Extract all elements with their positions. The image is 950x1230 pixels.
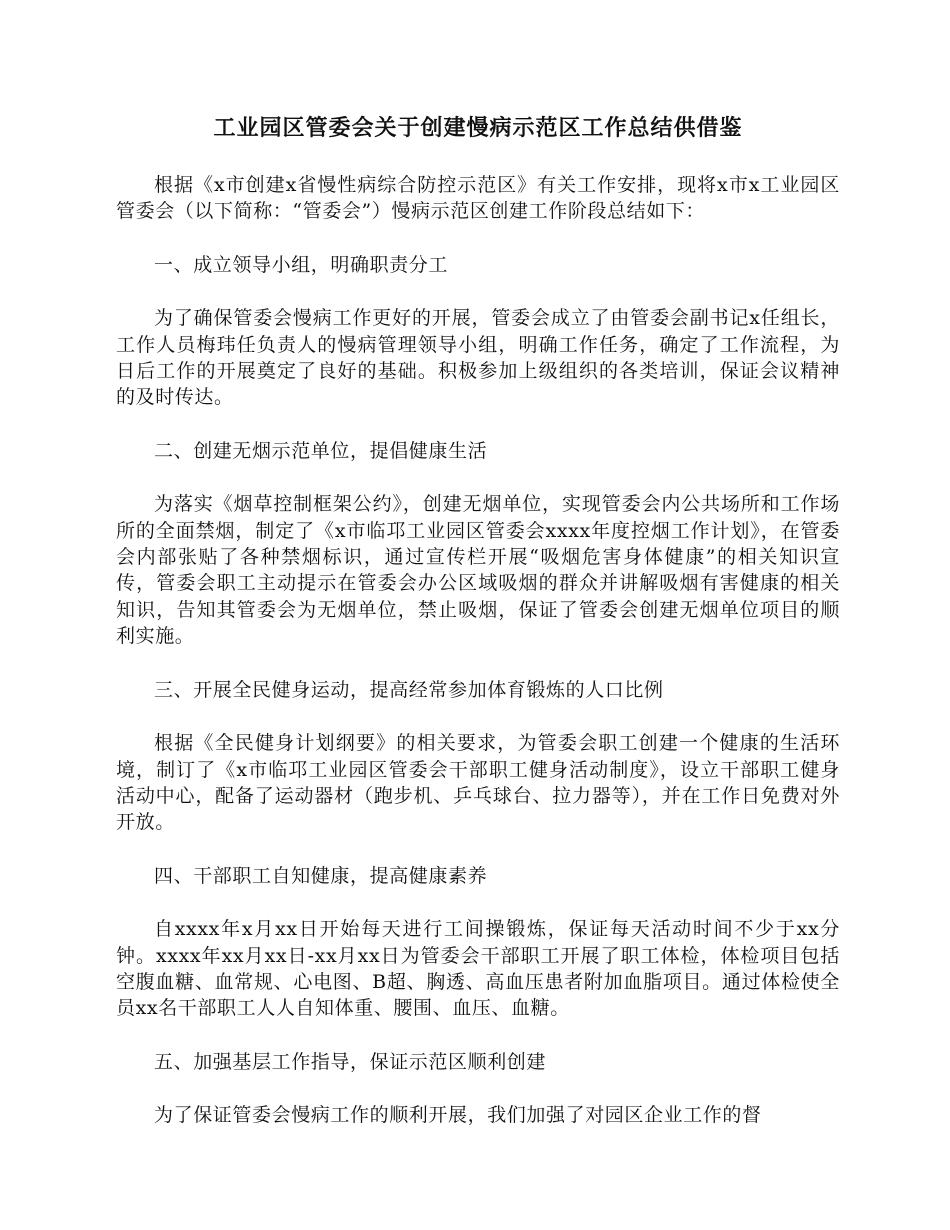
section-paragraph-1: 为了确保管委会慢病工作更好的开展，管委会成立了由管委会副书记x任组长，工作人员梅玮任负责人的慢病管理领导小组，明确工作任务，确定了工作流程，为日后工作的开展奠定了良好的基础。积极参加上级组织的各类培训，保证会议精神的及时传达。 bbox=[116, 307, 840, 409]
section-heading-2: 二、创建无烟示范单位，提倡健康生活 bbox=[154, 439, 488, 462]
section-paragraph-2: 为落实《烟草控制框架公约》，创建无烟单位，实现管委会内公共场所和工作场所的全面禁烟，制定了《x市临邛工业园区管委会xxxx年度控烟工作计划》，在管委会内部张贴了各种禁烟标识，通过宣传栏开展“吸烟危害身体健康”的相关知识宣传，管委会职工主动提示在管委会办公区域吸烟的群众并讲解吸烟有害健康的相关知识，告知其管委会为无烟单位，禁止吸烟，保证了管委会创建无烟单位项目的顺利实施。 bbox=[116, 493, 840, 648]
section-heading-5: 五、加强基层工作指导，保证示范区顺利创建 bbox=[154, 1050, 547, 1073]
section-paragraph-4: 自xxxx年x月xx日开始每天进行工间操锻炼，保证每天活动时间不少于xx分钟。xxxx年xx月xx日-xx月xx日为管委会干部职工开展了职工体检，体检项目包括空腹血糖、血常规、心电图、B超、胸透、高血压患者附加血脂项目。通过体检使全员xx名干部职工人人自知体重、腰围、血压、血糖。 bbox=[116, 918, 840, 1020]
section-paragraph-3: 根据《全民健身计划纲要》的相关要求，为管委会职工创建一个健康的生活环境，制订了《x市临邛工业园区管委会干部职工健身活动制度》，设立干部职工健身活动中心，配备了运动器材（跑步机、乒乓球台、拉力器等），并在工作日免费对外开放。 bbox=[116, 732, 840, 834]
intro-paragraph: 根据《x市创建x省慢性病综合防控示范区》有关工作安排，现将x市x工业园区管委会（以下简称：“管委会”）慢病示范区创建工作阶段总结如下： bbox=[116, 174, 840, 223]
section-heading-1: 一、成立领导小组，明确职责分工 bbox=[154, 253, 449, 276]
document-title: 工业园区管委会关于创建慢病示范区工作总结供借鉴 bbox=[213, 116, 743, 141]
section-heading-4: 四、干部职工自知健康，提高健康素养 bbox=[154, 864, 488, 887]
section-heading-3: 三、开展全民健身运动，提高经常参加体育锻炼的人口比例 bbox=[154, 678, 664, 701]
section-paragraph-5: 为了保证管委会慢病工作的顺利开展，我们加强了对园区企业工作的督 bbox=[154, 1104, 762, 1127]
